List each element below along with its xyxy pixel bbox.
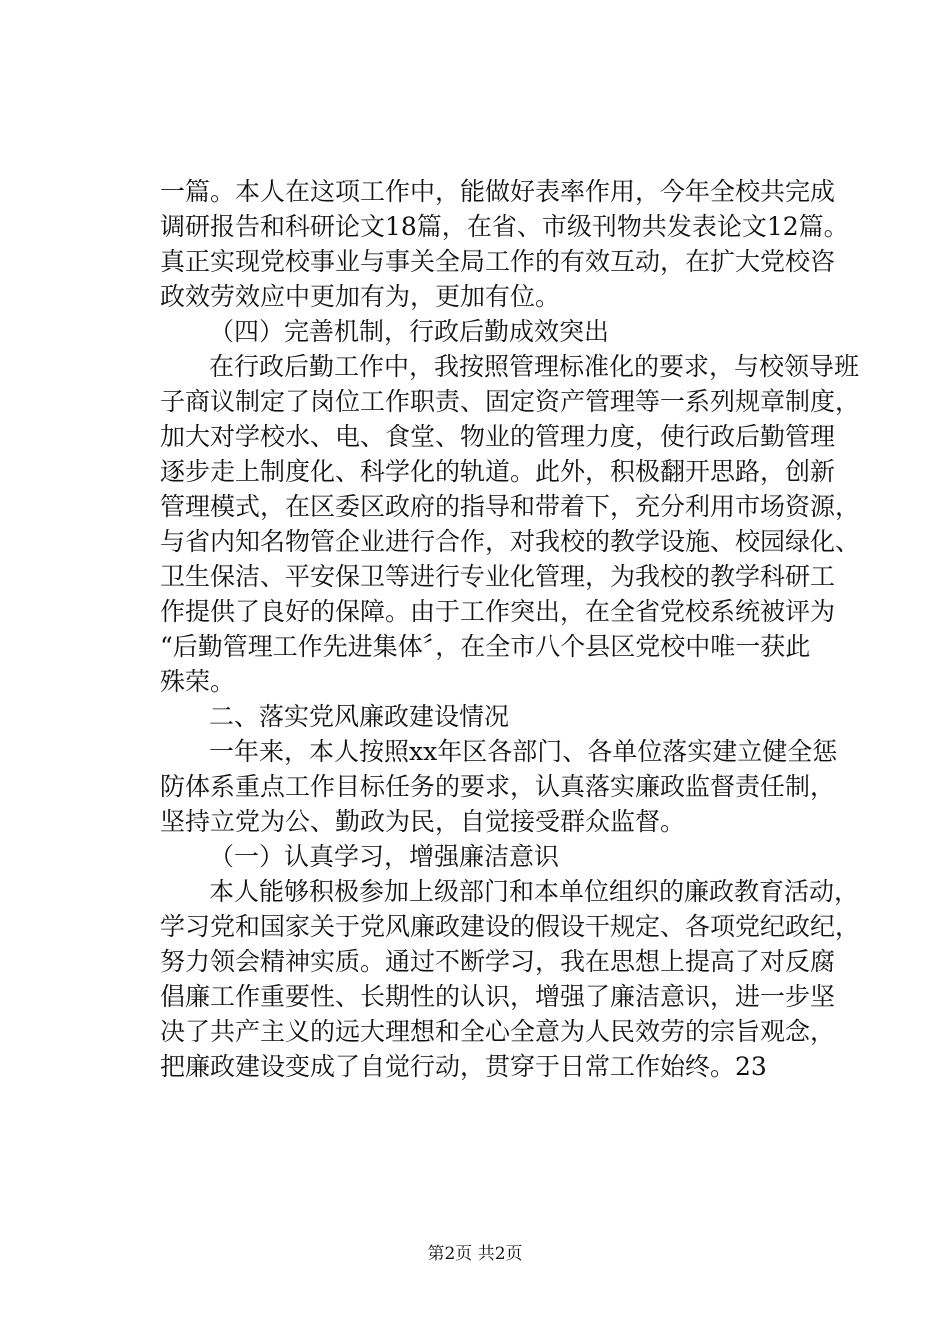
text-line: 调研报告和科研论文18篇，在省、市级刊物共发表论文12篇。 bbox=[160, 212, 849, 241]
text-line: 子商议制定了岗位工作职责、固定资产管理等一系列规章制度， bbox=[160, 387, 861, 416]
text-line: 与省内知名物管企业进行合作，对我校的教学设施、校园绿化、 bbox=[160, 527, 861, 556]
document-body bbox=[160, 174, 861, 1084]
text-line: 防体系重点工作目标任务的要求，认真落实廉政监督责任制， bbox=[160, 772, 836, 801]
text-line: 把廉政建设变成了自觉行动，贯穿于日常工作始终。23 bbox=[160, 1052, 767, 1081]
text-line: 管理模式，在区委区政府的指导和带着下，充分利用市场资源， bbox=[160, 492, 861, 521]
section-heading-4: （四）完善机制，行政后勤成效突出 bbox=[209, 317, 610, 346]
text-line: 逐步走上制度化、科学化的轨道。此外，积极翻开思路，创新 bbox=[160, 457, 836, 486]
text-line: 倡廉工作重要性、长期性的认识，增强了廉洁意识，进一步坚 bbox=[160, 982, 836, 1011]
text-line: “后勤管理工作先进集体〞，在全市八个县区党校中唯一获此 bbox=[160, 632, 811, 661]
text-line: 努力领会精神实质。通过不断学习，我在思想上提高了对反腐 bbox=[160, 947, 836, 976]
page-number: 第2页 共2页 bbox=[427, 1244, 523, 1264]
text-line: 在行政后勤工作中，我按照管理标准化的要求，与校领导班 bbox=[209, 352, 860, 381]
section-heading-2: 二、落实党风廉政建设情况 bbox=[209, 702, 510, 731]
text-line: 殊荣。 bbox=[160, 667, 236, 696]
text-line: 本人能够积极参加上级部门和本单位组织的廉政教育活动， bbox=[209, 877, 860, 906]
text-line: 决了共产主义的远大理想和全心全意为人民效劳的宗旨观念， bbox=[160, 1017, 836, 1046]
text-line: 政效劳效应中更加有为，更加有位。 bbox=[160, 282, 561, 311]
text-line: 加大对学校水、电、食堂、物业的管理力度，使行政后勤管理 bbox=[160, 422, 836, 451]
subsection-heading-1: （一）认真学习，增强廉洁意识 bbox=[209, 842, 560, 871]
text-line: 卫生保洁、平安保卫等进行专业化管理，为我校的教学科研工 bbox=[160, 562, 836, 591]
page-footer bbox=[0, 1242, 950, 1266]
text-line: 一篇。本人在这项工作中，能做好表率作用，今年全校共完成 bbox=[160, 177, 836, 206]
text-line: 一年来，本人按照xx年区各部门、各单位落实建立健全惩 bbox=[209, 737, 838, 766]
text-line: 学习党和国家关于党风廉政建设的假设干规定、各项党纪政纪， bbox=[160, 912, 861, 941]
text-line: 作提供了良好的保障。由于工作突出，在全省党校系统被评为 bbox=[160, 597, 836, 626]
text-line: 坚持立党为公、勤政为民，自觉接受群众监督。 bbox=[160, 807, 686, 836]
text-line: 真正实现党校事业与事关全局工作的有效互动，在扩大党校咨 bbox=[160, 247, 836, 276]
